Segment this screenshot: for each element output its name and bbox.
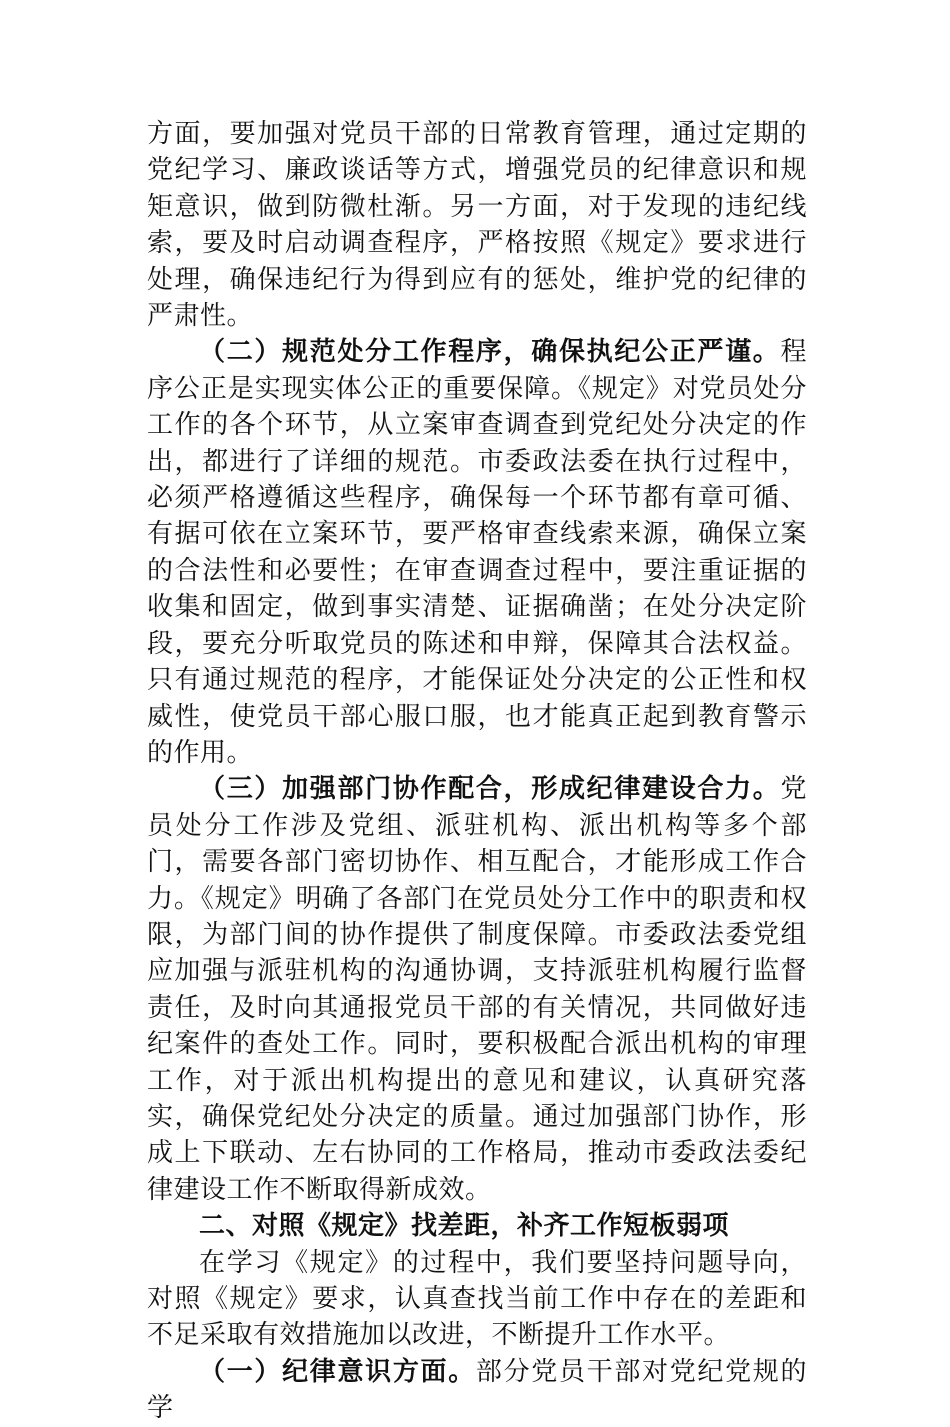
- document-body: [147, 116, 807, 1427]
- paragraph-continuation: [147, 116, 807, 334]
- chapter-2-intro: [147, 1245, 807, 1354]
- section-3-lead: （三）加强部门协作配合，形成纪律建设合力。: [199, 774, 781, 805]
- section-3-text: 党员处分工作涉及党组、派驻机构、派出机构等多个部门，需要各部门密切协作、相互配合，才能形成工作合力。《规定》明确了各部门在党员处分工作中的职责和权限，为部门间的协作提供了制度保障。市委政法委党组应加强与派驻机构的沟通协调，支持派驻机构履行监督责任，及时向其通报党员干部的有关情况，共同做好违纪案件的查处工作。同时，要积极配合派出机构的审理工作，对于派出机构提出的意见和建议，认真研究落实，确保党纪处分决定的质量。通过加强部门协作，形成上下联动、左右协同的工作格局，推动市委政法委纪律建设工作不断取得新成效。: [147, 774, 807, 1205]
- section-3-paragraph: [147, 771, 807, 1208]
- subsection-1-lead: （一）纪律意识方面。: [199, 1356, 476, 1387]
- section-2-lead: （二）规范处分工作程序，确保执纪公正严谨。: [199, 337, 781, 368]
- chapter-2-heading: 二、对照《规定》找差距，补齐工作短板弱项: [199, 1211, 730, 1242]
- subsection-1-paragraph: [147, 1354, 807, 1427]
- subsection-1-text: 部分党员干部对党纪党规的学: [147, 1356, 807, 1424]
- section-2-text: 程序公正是实现实体公正的重要保障。《规定》对党员处分工作的各个环节，从立案审查调查到党纪处分决定的作出，都进行了详细的规范。市委政法委在执行过程中，必须严格遵循这些程序，确保每一个环节都有章可循、有据可依在立案环节，要严格审查线索来源，确保立案的合法性和必要性；在审查调查过程中，要注重证据的收集和固定，做到事实清楚、证据确凿；在处分决定阶段，要充分听取党员的陈述和申辩，保障其合法权益。只有通过规范的程序，才能保证处分决定的公正性和权威性，使党员干部心服口服，也才能真正起到教育警示的作用。: [147, 337, 807, 768]
- chapter-2-intro-text: 在学习《规定》的过程中，我们要坚持问题导向，对照《规定》要求，认真查找当前工作中存在的差距和不足采取有效措施加以改进，不断提升工作水平。: [147, 1247, 807, 1351]
- paragraph-text: 方面，要加强对党员干部的日常教育管理，通过定期的党纪学习、廉政谈话等方式，增强党员的纪律意识和规矩意识，做到防微杜渐。另一方面，对于发现的违纪线索，要及时启动调查程序，严格按照《规定》要求进行处理，确保违纪行为得到应有的惩处，维护党的纪律的严肃性。: [147, 119, 807, 332]
- section-2-paragraph: [147, 334, 807, 771]
